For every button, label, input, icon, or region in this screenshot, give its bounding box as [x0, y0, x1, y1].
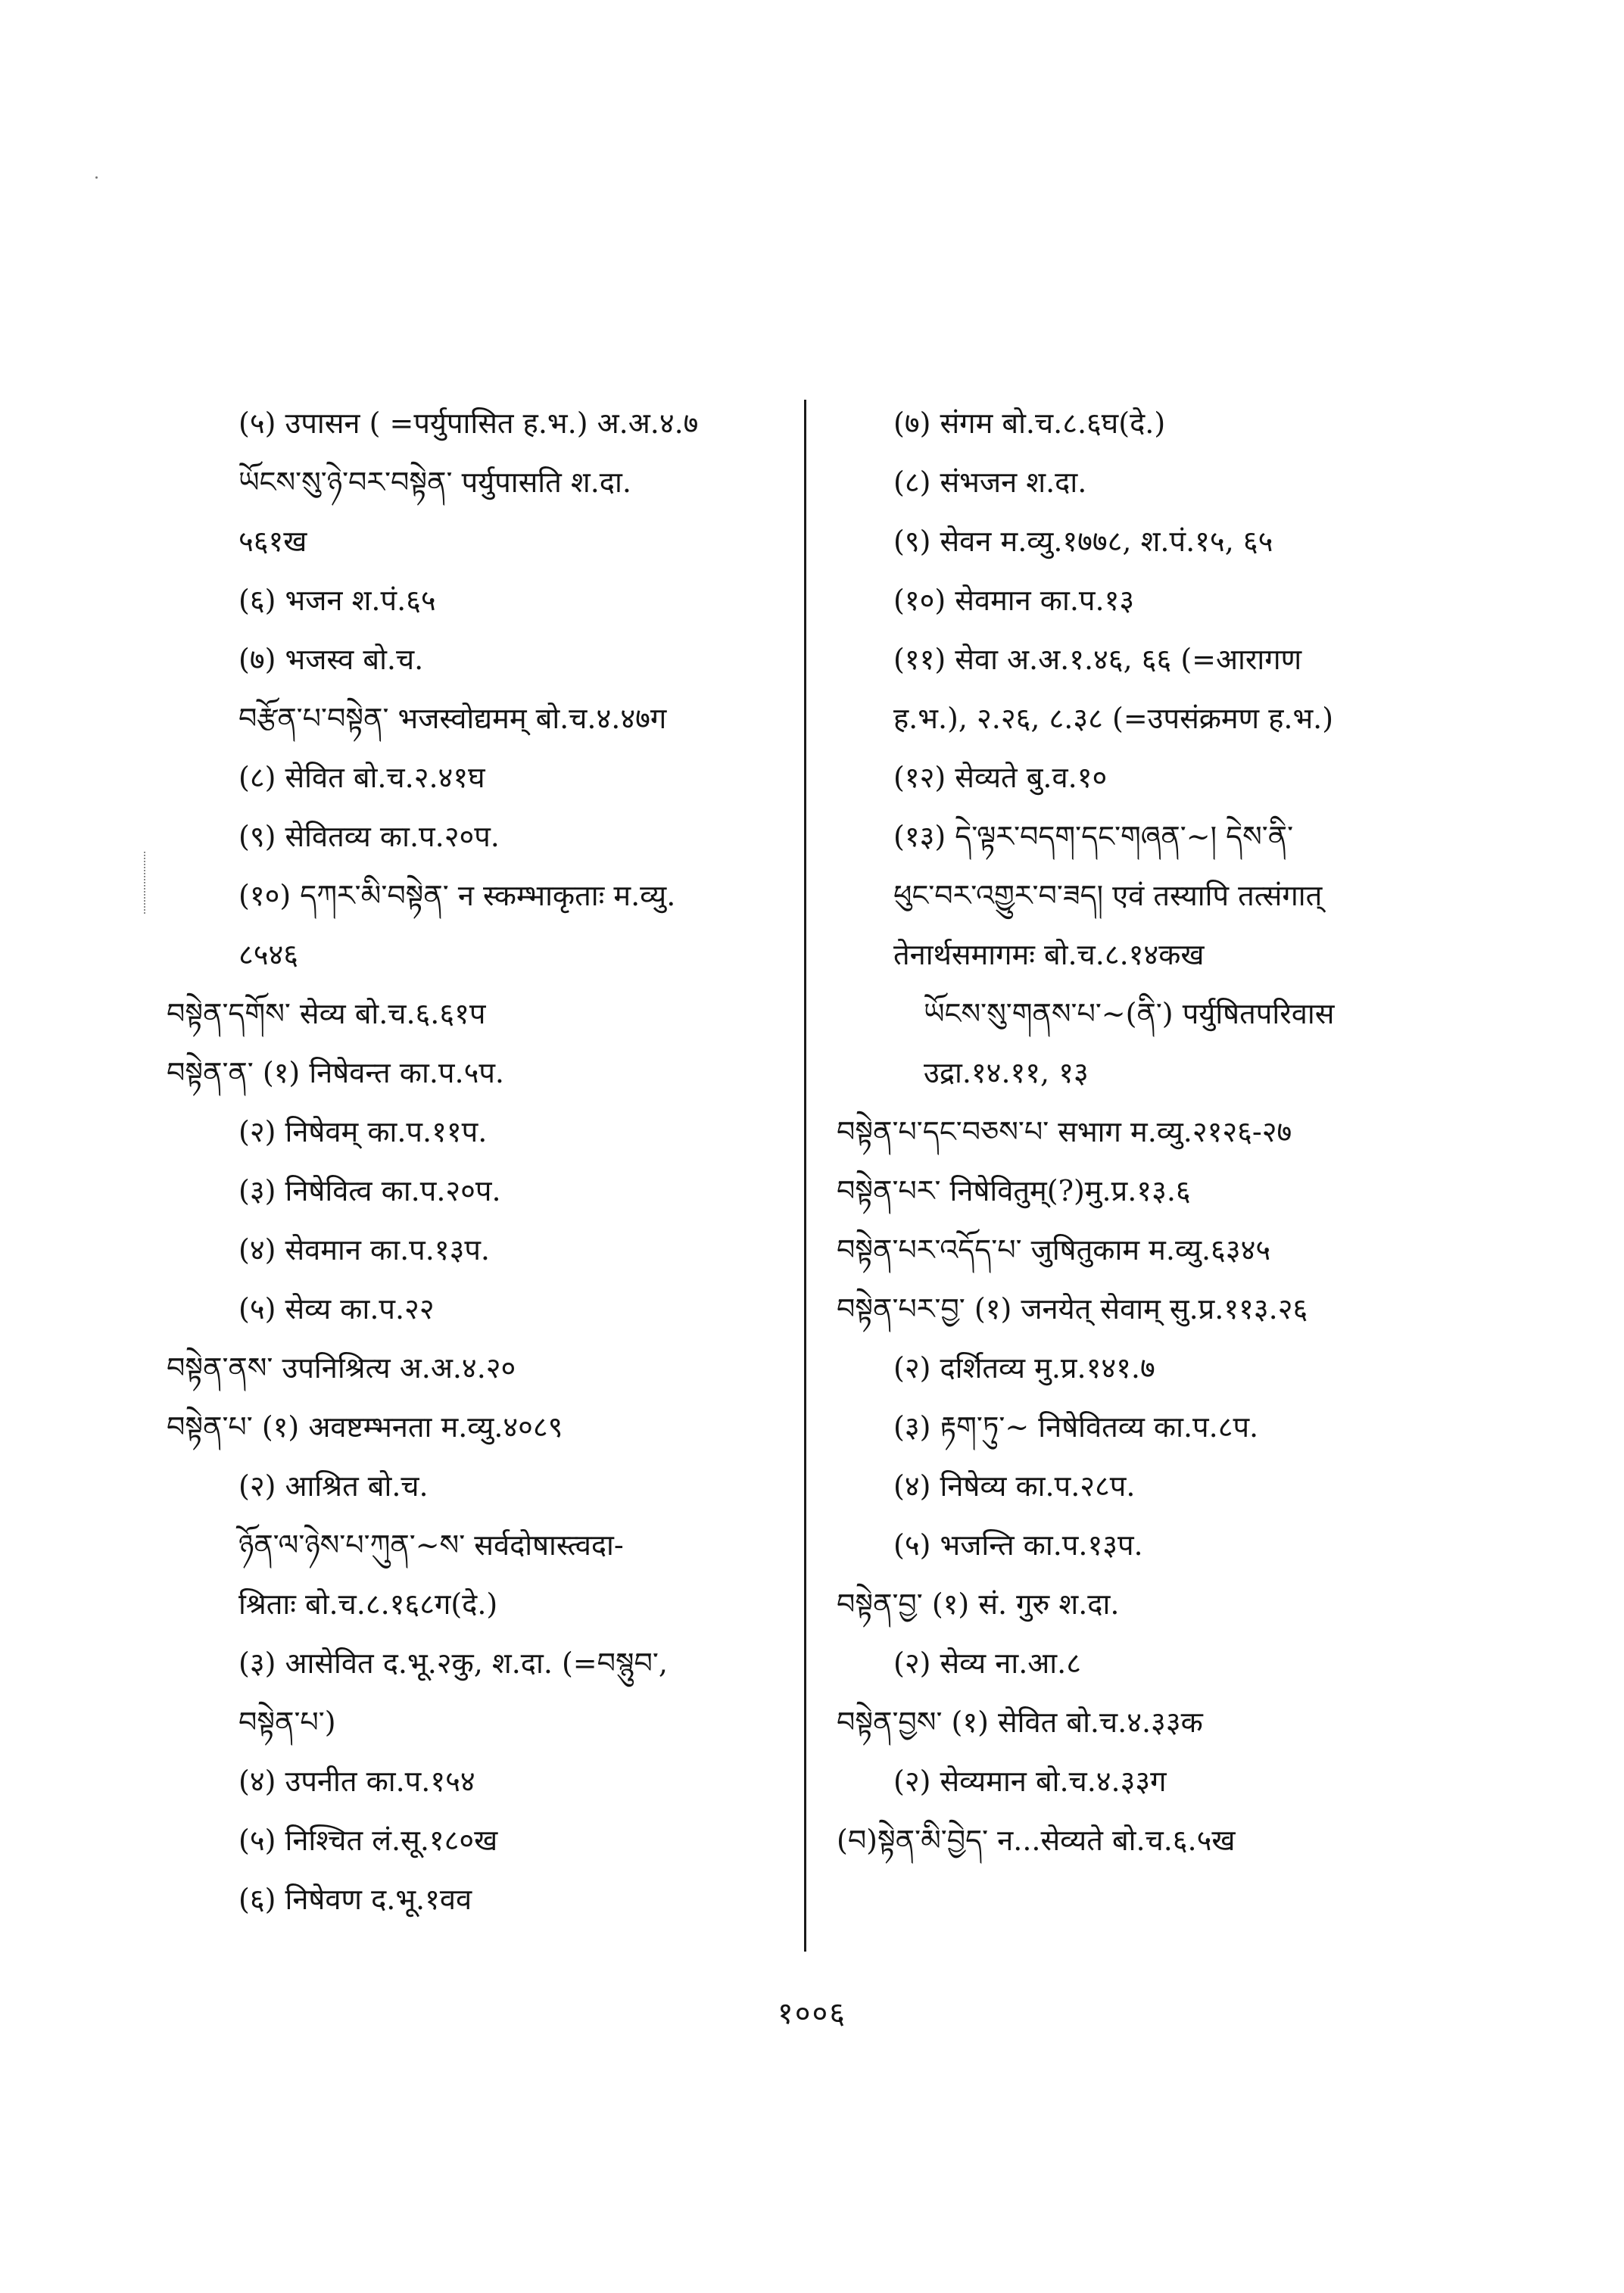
headword-line: བསྟེན་པ་དང་བཅས་པ་ सभाग म.व्यु.२१२६-२७	[837, 1115, 1292, 1148]
entry-line: (४) निषेव्य का.प.२८प.	[893, 1469, 1136, 1503]
left-column	[167, 394, 803, 1929]
entry-line: བརྩོན་པ་བསྟེན་ भजस्वोद्यमम् बो.च.४.४७ग	[238, 702, 667, 735]
headword-line: བསྟེན་པར་ निषेवितुम्(?)मु.प्र.१३.६	[837, 1174, 1191, 1207]
headword-line: བསྟེན་བྱ་ (१) सं. गुरु श.दा.	[837, 1587, 1120, 1621]
right-column	[837, 394, 1465, 1870]
entry-line: (७) भजस्व बो.च.	[238, 643, 424, 676]
entry-line: ५६१ख	[238, 525, 307, 558]
entry-line: (११) सेवा अ.अ.१.४६, ६६ (=आरागण	[893, 643, 1302, 676]
entry-line: (८) सेवित बो.च.२.४१घ	[238, 761, 485, 794]
entry-line: ८५४६	[238, 938, 299, 971]
headword-line: བསྟེན་དགོས་ सेव्य बो.च.६.६१प	[167, 997, 486, 1030]
entry-line: (५) सेव्य का.प.२२	[238, 1292, 435, 1326]
headword-line: བསྟེན་ན་ (१) निषेवन्त का.प.५प.	[167, 1056, 504, 1089]
entry-line: (२) सेव्यमान बो.च.४.३३ग	[893, 1765, 1167, 1798]
entry-line: (४) सेवमान का.प.१३प.	[238, 1233, 490, 1266]
entry-line: (२) सेव्य ना.आ.८	[893, 1647, 1081, 1680]
headword-line: བསྟེན་པར་འདོད་པ་ जुषितुकाम म.व्यु.६३४५	[837, 1233, 1271, 1266]
entry-line: (३) आसेवित द.भू.२कु, श.दा. (=བསྙུབ་,	[238, 1647, 668, 1680]
entry-line: (१३) དེ་ལྟར་བདག་དང་གཞན་~། དེས་ནི་	[893, 820, 1294, 853]
entry-line: (१२) सेव्यते बु.व.१०	[893, 761, 1108, 794]
entry-line: བསྟེན་པ་)	[238, 1706, 336, 1739]
entry-line: (५) भजन्ति का.प.१३प.	[893, 1528, 1143, 1562]
entry-line: (६) भजन श.पं.६५	[238, 584, 436, 617]
entry-line: (५) निश्चित लं.सू.१८०ख	[238, 1824, 498, 1857]
entry-line: (९) सेवितव्य का.प.२०प.	[238, 820, 500, 853]
entry-line: (९) सेवन म.व्यु.१७७८, श.पं.१५, ६५	[893, 525, 1273, 558]
entry-line: (६) निषेवण द.भू.१वव	[238, 1883, 472, 1916]
page-number: १००६	[777, 1996, 847, 2031]
entry-line: ह.भ.), २.२६, ८.३८ (=उपसंक्रमण ह.भ.)	[893, 702, 1334, 735]
entry-line: (१०) सेवमान का.प.१३	[893, 584, 1135, 617]
column-divider	[804, 400, 806, 1952]
entry-line: ཕུང་བར་འགྱུར་བ་ཟད། एवं तस्यापि तत्संगात्	[893, 879, 1323, 912]
entry-line: तेनार्थसमागमः बो.च.८.१४कख	[893, 938, 1205, 971]
entry-line: (१०) དཀར་མི་བསྟེན་ न स्कम्भाकृताः म.व्यु.	[238, 879, 676, 912]
scan-speck	[95, 176, 98, 179]
entry-line: ཡོངས་སུ་ཉེ་བར་བསྟེན་ पर्युपासति श.दा.	[238, 466, 631, 499]
entry-line: (४) उपनीत का.प.१५४	[238, 1765, 475, 1798]
entry-line: (३) निषेवित्व का.प.२०प.	[238, 1174, 501, 1207]
entry-line: (८) संभजन श.दा.	[893, 466, 1087, 499]
entry-line: ཉོན་ལ་ཉེས་པ་ཀུན་~ས་ सर्वदोषास्त्वदा-	[238, 1528, 624, 1562]
entry-line: ཡོངས་སུ་གནས་པ་~(ནི་) पर्युषितपरिवास	[924, 997, 1335, 1030]
headword-line: བསྟེན་པ་ (१) अवष्टम्भनता म.व्यु.४०८९	[167, 1410, 563, 1444]
headword-line: བསྟེན་ནས་ उपनिश्रित्य अ.अ.४.२०	[167, 1351, 516, 1385]
entry-line: श्रिताः बो.च.८.१६८ग(दे.)	[238, 1587, 498, 1621]
headword-line: (བ)སྟེན་མི་བྱེད་ न...सेव्यते बो.च.६.५ख	[837, 1824, 1236, 1857]
entry-line: (३) རྟག་ཏུ་~ निषेवितव्य का.प.८प.	[893, 1410, 1259, 1444]
headword-line: བསྟེན་བྱས་ (१) सेवित बो.च.४.३३क	[837, 1706, 1203, 1739]
entry-line: उद्रा.१४.११, १३	[924, 1056, 1089, 1089]
entry-line: (२) निषेवम् का.प.११प.	[238, 1115, 488, 1148]
entry-line: (५) उपासन ( =पर्युपासित ह.भ.) अ.अ.४.७	[238, 407, 699, 440]
headword-line: བསྟེན་པར་བྱ་ (१) जनयेत् सेवाम् सु.प्र.११३.२६	[837, 1292, 1308, 1326]
entry-line: (२) आश्रित बो.च.	[238, 1469, 429, 1503]
margin-mark	[144, 852, 147, 914]
entry-line: (२) दर्शितव्य मु.प्र.१४१.७	[893, 1351, 1155, 1385]
entry-line: (७) संगम बो.च.८.६घ(दे.)	[893, 407, 1166, 440]
